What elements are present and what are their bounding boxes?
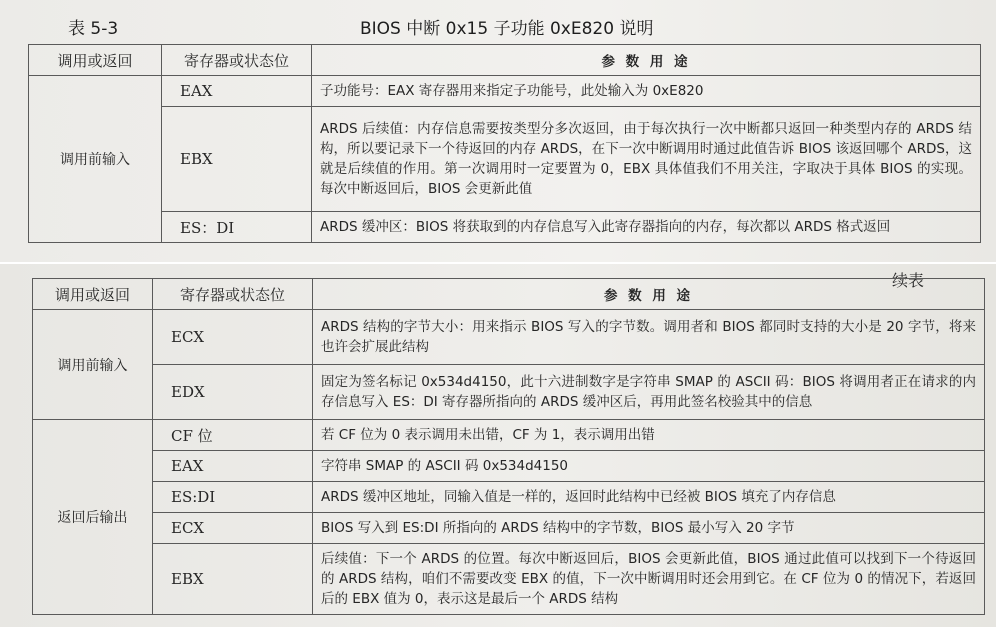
purpose-cell: 若 CF 位为 0 表示调用未出错，CF 为 1，表示调用出错 (313, 420, 985, 451)
register-cell: EDX (153, 365, 313, 420)
section-input: 调用前输入 (33, 310, 153, 420)
register-cell: EAX (153, 451, 313, 482)
header-purpose: 参 数 用 途 (313, 279, 985, 310)
purpose-cell: 字符串 SMAP 的 ASCII 码 0x534d4150 (313, 451, 985, 482)
register-cell: EAX (162, 76, 312, 107)
table-row (29, 212, 981, 243)
header-register: 寄存器或状态位 (162, 45, 312, 76)
table-row (33, 544, 985, 615)
table-row (29, 76, 981, 107)
purpose-cell: ARDS 缓冲区：BIOS 将获取到的内存信息写入此寄存器指向的内存，每次都以 ARDS 格式返回 (312, 212, 981, 243)
table-row (33, 451, 985, 482)
register-cell: CF 位 (153, 420, 313, 451)
table-row (33, 482, 985, 513)
section-output: 返回后输出 (33, 420, 153, 615)
header-purpose: 参 数 用 途 (312, 45, 981, 76)
table-row (33, 310, 985, 365)
table-part-2 (32, 278, 985, 615)
purpose-cell: ARDS 缓冲区地址，同输入值是一样的，返回时此结构中已经被 BIOS 填充了内存信息 (313, 482, 985, 513)
header-section: 调用或返回 (33, 279, 153, 310)
header-row (33, 279, 985, 310)
table-caption (60, 10, 960, 40)
purpose-cell: ARDS 结构的字节大小：用来指示 BIOS 写入的字节数。调用者和 BIOS 都同时支持的大小是 20 字节，将来也许会扩展此结构 (313, 310, 985, 365)
register-cell: ES:DI (153, 482, 313, 513)
register-cell: EBX (162, 107, 312, 212)
register-cell: EBX (153, 544, 313, 615)
table-row (29, 107, 981, 212)
purpose-cell: 后续值：下一个 ARDS 的位置。每次中断返回后，BIOS 会更新此值，BIOS 通过此值可以找到下一个待返回的 ARDS 结构，咱们不需要改变 EBX 的值，下一次中断调用时还会用到它。在 CF 位为 0 的情况下，若返回后的 EBX 值为 0，表示这是最后一个 ARDS 结构 (313, 544, 985, 615)
continued-label: 续表 (892, 271, 925, 290)
purpose-cell: ARDS 后续值：内存信息需要按类型分多次返回，由于每次执行一次中断都只返回一种类型内存的 ARDS 结构，所以要记录下一个待返回的内存 ARDS，在下一次中断调用时通过此值告诉 BIOS 该返回哪个 ARDS，这就是后续值的作用。第一次调用时一定要置为 0，EBX 具体值我们不用关注，字取决于具体 BIOS 的实现。每次中断返回后，BIOS 会更新此值 (312, 107, 981, 212)
header-register: 寄存器或状态位 (153, 279, 313, 310)
header-row (29, 45, 981, 76)
table-row (33, 513, 985, 544)
register-cell: ES：DI (162, 212, 312, 243)
table-row (33, 420, 985, 451)
table-part-1 (28, 44, 981, 243)
header-section: 调用或返回 (29, 45, 162, 76)
register-cell: ECX (153, 310, 313, 365)
table-title: BIOS 中断 0x15 子功能 0xE820 说明 (360, 19, 654, 39)
register-cell: ECX (153, 513, 313, 544)
purpose-cell: 固定为签名标记 0x534d4150，此十六进制数字是字符串 SMAP 的 ASCII 码：BIOS 将调用者正在请求的内存信息写入 ES：DI 寄存器所指向的 ARDS 缓冲区后，再用此签名校验其中的信息 (313, 365, 985, 420)
purpose-cell: BIOS 写入到 ES:DI 所指向的 ARDS 结构中的字节数，BIOS 最小写入 20 字节 (313, 513, 985, 544)
section-input: 调用前输入 (29, 76, 162, 243)
table-row (33, 365, 985, 420)
purpose-cell: 子功能号：EAX 寄存器用来指定子功能号，此处输入为 0xE820 (312, 76, 981, 107)
table-number: 表 5-3 (68, 19, 119, 39)
